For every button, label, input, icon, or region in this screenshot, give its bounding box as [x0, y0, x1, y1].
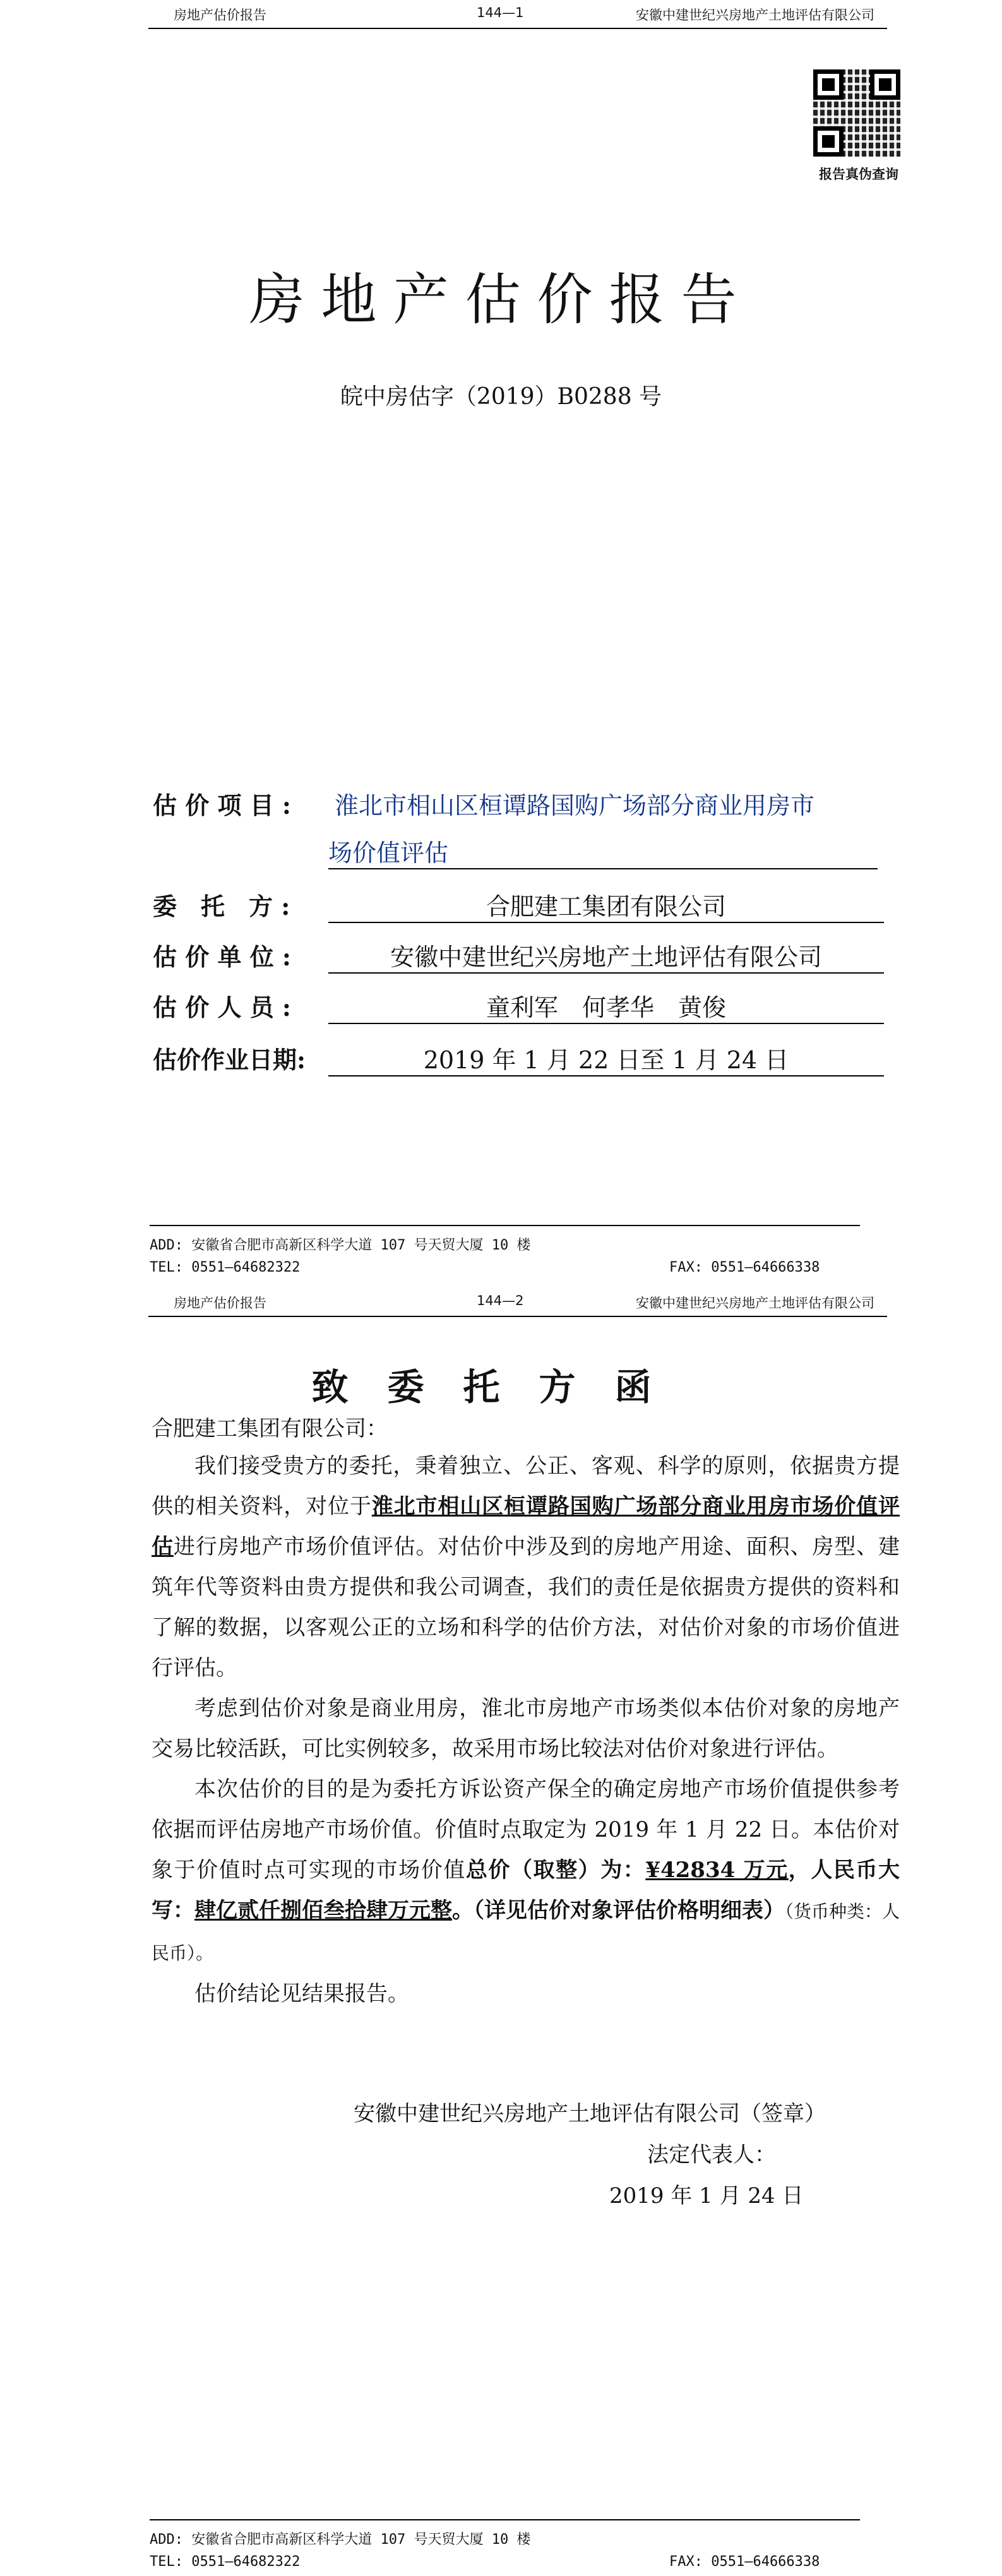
- field-value-project-line2: 场价值评估: [328, 833, 878, 869]
- report-title: 房地产估价报告: [249, 267, 753, 332]
- field-value-valuers: 童利军 何孝华 黄俊: [328, 988, 884, 1024]
- field-value-project: 淮北市相山区桓谭路国购广场部分商业用房市: [335, 792, 815, 820]
- paragraph-4: 估价结论见结果报告。: [194, 1981, 409, 2007]
- total-value: ¥42834 万元: [645, 1857, 789, 1883]
- paragraph-3: 本次估价的目的是为委托方诉讼资产保全的确定房地产市场价值提供参考依据而评估房地产市场价值。价值时点取定为 2019 年 1 月 22 日。本估价对象于价值时点可实现的市场价值总价（取整）为：¥42834 万元，人民币大写：肆亿贰仟捌佰叁拾肆万元整。（详见估价对象评估价格明细表）（货币种类：人民币）。: [152, 1777, 900, 1964]
- page-header: [148, 0, 887, 29]
- field-label-valuer-org: 估 价 单 位 :: [153, 943, 291, 971]
- field-label-project: 估 价 项 目 :: [153, 791, 291, 820]
- field-label-client: 委 托 方 :: [153, 892, 290, 921]
- footer-tel: TEL: 0551—64682322: [150, 2554, 301, 2570]
- footer-fax: FAX: 0551—64666338: [669, 2554, 820, 2570]
- signature-date: 2019 年 1 月 24 日: [609, 2183, 804, 2209]
- footer-rule: [150, 1225, 860, 1226]
- paragraph-1: 我们接受贵方的委托，秉着独立、公正、客观、科学的原则，依据贵方提供的相关资料，对位于淮北市相山区桓谭路国购广场部分商业用房市场价值评估进行房地产市场价值评估。对估价中涉及到的房地产用途、面积、房型、建筑年代等资料由贵方提供和我公司调查，我们的责任是依据贵方提供的资料和了解的数据，以客观公正的立场和科学的估价方法，对估价对象的市场价值进行评估。: [152, 1453, 900, 1681]
- field-label-valuers: 估 价 人 员 :: [153, 993, 291, 1022]
- field-label-work-date: 估价作业日期:: [153, 1046, 306, 1074]
- footer-address: ADD: 安徽省合肥市高新区科学大道 107 号天贸大厦 10 楼: [150, 2532, 531, 2548]
- footer-rule: [150, 2519, 860, 2520]
- header-page-number: 144—1: [477, 5, 524, 20]
- qr-code-icon[interactable]: [813, 69, 900, 157]
- header-company: 安徽中建世纪兴房地产土地评估有限公司: [636, 1296, 874, 1311]
- footer-fax: FAX: 0551—64666338: [669, 1260, 820, 1275]
- paragraph-2: 考虑到估价对象是商业用房，淮北市房地产市场类似本估价对象的房地产交易比较活跃，可比实例较多，故采用市场比较法对估价对象进行评估。: [152, 1696, 900, 1762]
- letter-body: [152, 1446, 900, 2014]
- header-page-number: 144—2: [477, 1293, 524, 1308]
- signature-legal-rep: 法定代表人：: [647, 2142, 776, 2168]
- footer-tel: TEL: 0551—64682322: [150, 1260, 301, 1275]
- field-value-valuer-org: 安徽中建世纪兴房地产土地评估有限公司: [328, 938, 884, 974]
- qr-caption: 报告真伪查询: [819, 167, 898, 182]
- header-company: 安徽中建世纪兴房地产土地评估有限公司: [636, 8, 874, 23]
- signature-company: 安徽中建世纪兴房地产土地评估有限公司（签章）: [354, 2101, 826, 2126]
- page-header: [148, 1288, 887, 1317]
- header-left: 房地产估价报告: [174, 1296, 266, 1311]
- letter-addressee: 合肥建工集团有限公司：: [152, 1416, 388, 1441]
- letter-heading: 致委托方函: [311, 1366, 691, 1409]
- field-value-work-date: 2019 年 1 月 22 日至 1 月 24 日: [328, 1041, 884, 1076]
- document-number: 皖中房估字（2019）B0288 号: [340, 384, 662, 410]
- footer-address: ADD: 安徽省合肥市高新区科学大道 107 号天贸大厦 10 楼: [150, 1237, 531, 1253]
- project-name-link: 淮北市相山区桓谭路国购广场部分商业用房市场价值评估: [152, 1494, 900, 1559]
- header-left: 房地产估价报告: [174, 8, 266, 23]
- field-value-client: 合肥建工集团有限公司: [328, 887, 884, 923]
- total-value-words: 肆亿贰仟捌佰叁拾肆万元整: [194, 1898, 452, 1923]
